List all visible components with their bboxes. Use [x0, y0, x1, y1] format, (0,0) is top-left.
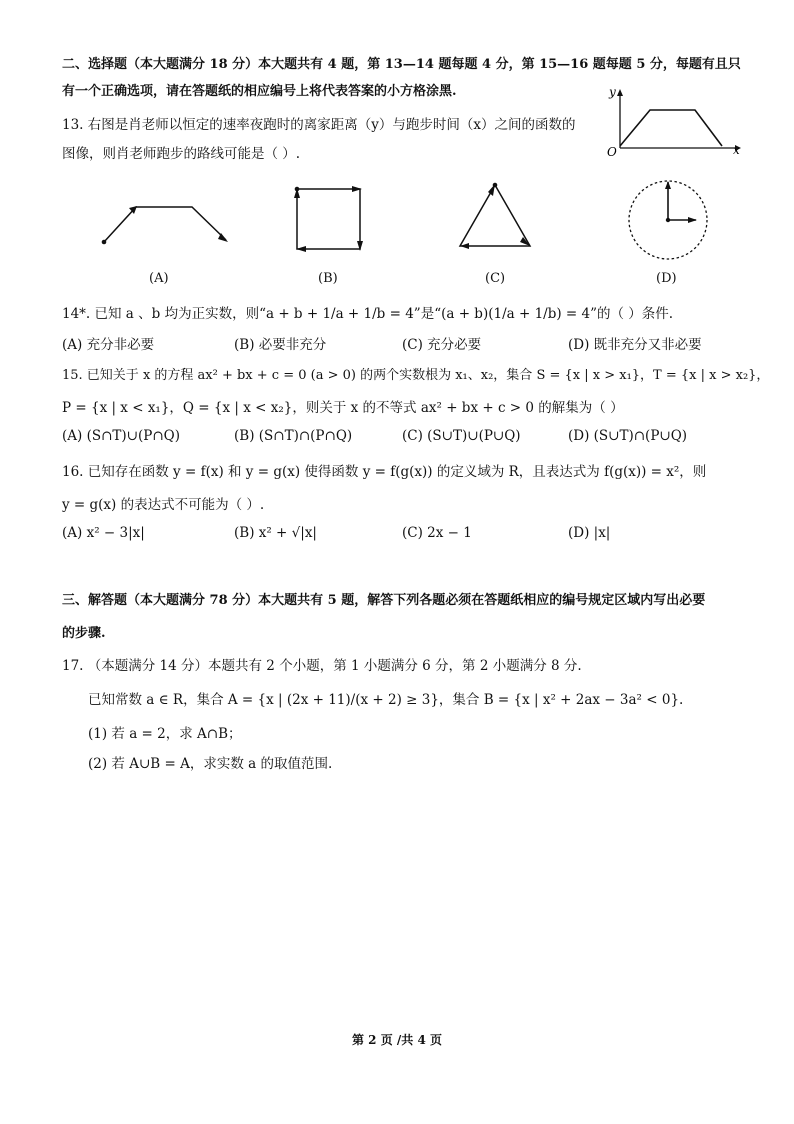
- q15-stem-line1: 15. 已知关于 x 的方程 ax² + bx + c = 0 (a > 0) 的两个实数根为 x₁、x₂，集合 S = {x | x > x₁}，T = {x | x > x₂}，: [62, 368, 770, 383]
- q15-option-c: (C) (S∪T)∪(P∪Q): [402, 428, 521, 444]
- q15-option-b: (B) (S∩T)∩(P∩Q): [234, 428, 353, 444]
- section2-heading-line2: 有一个正确选项，请在答题纸的相应编号上将代表答案的小方格涂黑.: [62, 84, 457, 99]
- route-c-figure: [455, 180, 535, 252]
- q14-option-d: (D) 既非充分又非必要: [568, 337, 702, 353]
- section3-heading-line1: 三、解答题（本大题满分 78 分）本大题共有 5 题，解答下列各题必须在答题纸相应的编号规定区域内写出必要: [62, 593, 706, 608]
- graph-origin-label: O: [607, 145, 617, 159]
- section2-heading-line1: 二、选择题（本大题满分 18 分）本大题共有 4 题，第 13—14 题每题 4 分，第 15—16 题每题 5 分，每题有且只: [62, 57, 741, 72]
- q16-stem-line2: y = g(x) 的表达式不可能为（ ）.: [62, 497, 265, 513]
- q17-part2: (2) 若 A∪B = A，求实数 a 的取值范围.: [88, 756, 333, 772]
- route-a-figure: [96, 196, 236, 248]
- route-b-caption: (B): [318, 271, 338, 286]
- q16-option-a: (A) x² − 3|x|: [62, 525, 145, 541]
- q17-part1: (1) 若 a = 2，求 A∩B；: [88, 726, 242, 742]
- q13-stem-line1: 13. 右图是肖老师以恒定的速率夜跑时的离家距离（y）与跑步时间（x）之间的函数的: [62, 117, 576, 133]
- route-d-caption: (D): [656, 271, 677, 286]
- q16-option-c: (C) 2x − 1: [402, 525, 472, 541]
- q14-stem: 14*. 已知 a 、b 均为正实数，则“a + b + 1/a + 1/b = 4”是“(a + b)(1/a + 1/b) = 4”的（ ）条件.: [62, 306, 674, 322]
- route-a-caption: (A): [149, 271, 169, 286]
- q14-option-a: (A) 充分非必要: [62, 337, 155, 353]
- q13-distance-time-graph: [605, 85, 745, 159]
- route-d-figure: [624, 177, 714, 267]
- q17-given: 已知常数 a ∈ R，集合 A = {x | (2x + 11)/(x + 2) ≥ 3}，集合 B = {x | x² + 2ax − 3a² < 0}.: [88, 692, 684, 708]
- q14-option-b: (B) 必要非充分: [234, 337, 327, 353]
- route-c-caption: (C): [485, 271, 506, 286]
- section3-heading-line2: 的步骤.: [62, 626, 106, 641]
- graph-y-label: y: [609, 85, 616, 99]
- q16-option-d: (D) |x|: [568, 525, 611, 541]
- graph-x-label: x: [733, 143, 740, 157]
- q13-stem-line2: 图像，则肖老师跑步的路线可能是（ ）.: [62, 146, 301, 162]
- q15-option-d: (D) (S∪T)∩(P∪Q): [568, 428, 688, 444]
- q14-option-c: (C) 充分必要: [402, 337, 482, 353]
- q17-header: 17. （本题满分 14 分）本题共有 2 个小题，第 1 小题满分 6 分，第 2 小题满分 8 分.: [62, 658, 582, 674]
- q16-stem-line1: 16. 已知存在函数 y = f(x) 和 y = g(x) 使得函数 y = f(g(x)) 的定义域为 R，且表达式为 f(g(x)) = x²，则: [62, 464, 707, 480]
- page-footer: 第 2 页 /共 4 页: [352, 1033, 442, 1047]
- q15-stem-line2: P = {x | x < x₁}，Q = {x | x < x₂}，则关于 x 的不等式 ax² + bx + c > 0 的解集为（ ）: [62, 400, 624, 416]
- q15-option-a: (A) (S∩T)∪(P∩Q): [62, 428, 180, 444]
- q16-option-b: (B) x² + √|x|: [234, 525, 317, 541]
- route-b-figure: [292, 183, 366, 255]
